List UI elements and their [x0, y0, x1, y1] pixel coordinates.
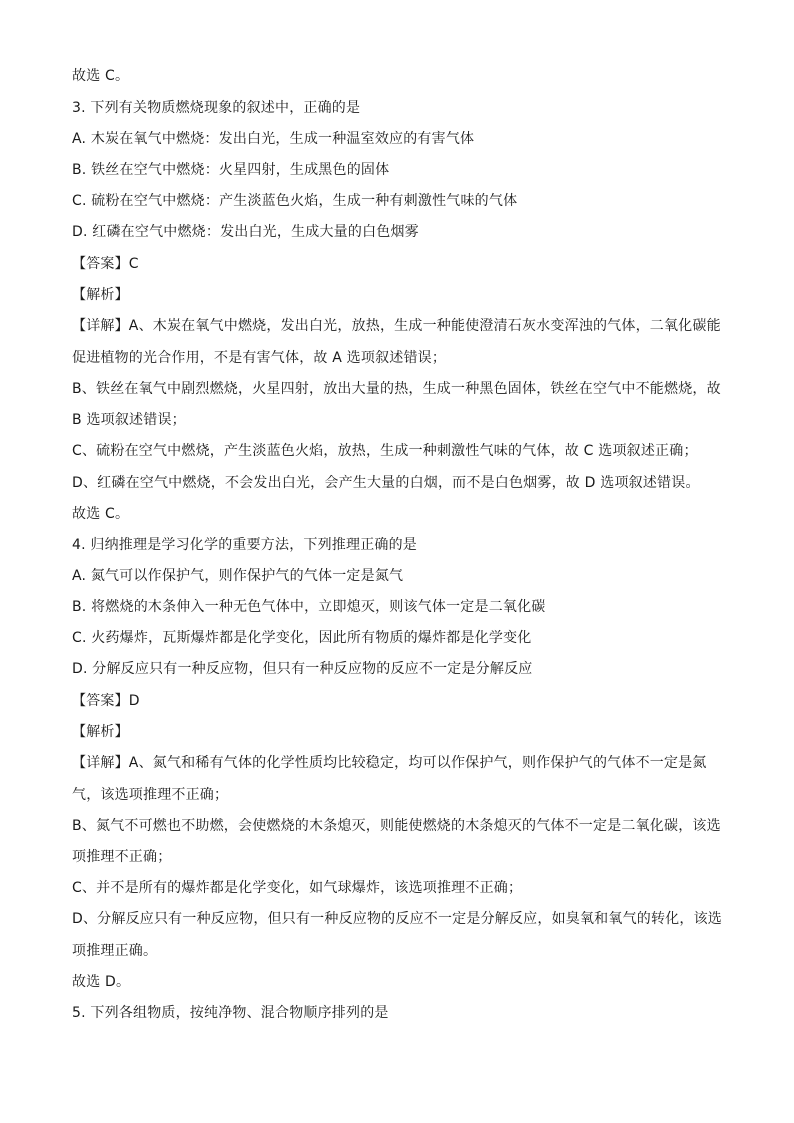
question-4-detail-line: 项推理不正确；: [72, 849, 172, 865]
question-4-detail-line: 项推理正确。: [72, 943, 158, 959]
question-3-detail-line: B、铁丝在氧气中剧烈燃烧，火星四射，放出大量的热，生成一种黑色固体，铁丝在空气中不能燃烧，故: [72, 381, 721, 397]
question-3-stem: 3. 下列有关物质燃烧现象的叙述中，正确的是: [72, 100, 361, 116]
question-4-conclusion: 故选 D。: [72, 974, 131, 990]
question-3-detail-line: B 选项叙述错误；: [72, 412, 186, 428]
question-3-option-b: B. 铁丝在空气中燃烧：火星四射，生成黑色的固体: [72, 162, 390, 178]
question-3-detail-line: 【详解】A、木炭在氧气中燃烧，发出白光，放热，生成一种能使澄清石灰水变浑浊的气体，二氧化碳能: [72, 318, 721, 334]
question-4-stem: 4. 归纳推理是学习化学的重要方法，下列推理正确的是: [72, 537, 418, 553]
question-4-option-a: A. 氮气可以作保护气，则作保护气的气体一定是氮气: [72, 568, 404, 584]
question-3-conclusion: 故选 C。: [72, 506, 130, 522]
question-3-detail-line: D、红磷在空气中燃烧，不会发出白光，会产生大量的白烟，而不是白色烟雾，故 D 选项叙述错误。: [72, 475, 700, 491]
question-3-option-c: C. 硫粉在空气中燃烧：产生淡蓝色火焰，生成一种有刺激性气味的气体: [72, 193, 518, 209]
question-4-option-b: B. 将燃烧的木条伸入一种无色气体中，立即熄灭，则该气体一定是二氧化碳: [72, 599, 546, 615]
question-4-option-c: C. 火药爆炸，瓦斯爆炸都是化学变化，因此所有物质的爆炸都是化学变化: [72, 630, 532, 646]
question-4-option-d: D. 分解反应只有一种反应物，但只有一种反应物的反应不一定是分解反应: [72, 661, 533, 677]
question-4-detail-line: 【详解】A、氮气和稀有气体的化学性质均比较稳定，均可以作保护气，则作保护气的气体不一定是氮: [72, 755, 707, 771]
question-4-answer: 【答案】D: [72, 693, 140, 709]
question-3-answer: 【答案】C: [72, 256, 139, 272]
question-3-option-d: D. 红磷在空气中燃烧：发出白光，生成大量的白色烟雾: [72, 224, 419, 240]
question-4-analysis-heading: 【解析】: [72, 724, 129, 740]
question-3-option-a: A. 木炭在氧气中燃烧：发出白光，生成一种温室效应的有害气体: [72, 131, 475, 147]
question-3-detail-line: 促进植物的光合作用，不是有害气体，故 A 选项叙述错误；: [72, 350, 447, 366]
question-3-analysis-heading: 【解析】: [72, 287, 129, 303]
text-line: 故选 C。: [72, 68, 130, 84]
question-4-detail-line: C、并不是所有的爆炸都是化学变化，如气球爆炸，该选项推理不正确；: [72, 880, 523, 896]
question-4-detail-line: D、分解反应只有一种反应物，但只有一种反应物的反应不一定是分解反应，如臭氧和氧气的转化，该选: [72, 911, 722, 927]
question-5-stem: 5. 下列各组物质，按纯净物、混合物顺序排列的是: [72, 1005, 389, 1021]
question-4-detail-line: B、氮气不可燃也不助燃，会使燃烧的木条熄灭，则能使燃烧的木条熄灭的气体不一定是二氧化碳，该选: [72, 818, 721, 834]
question-3-detail-line: C、硫粉在空气中燃烧，产生淡蓝色火焰，放热，生成一种刺激性气味的气体，故 C 选项叙述正确；: [72, 443, 698, 459]
question-4-detail-line: 气，该选项推理不正确；: [72, 787, 229, 803]
